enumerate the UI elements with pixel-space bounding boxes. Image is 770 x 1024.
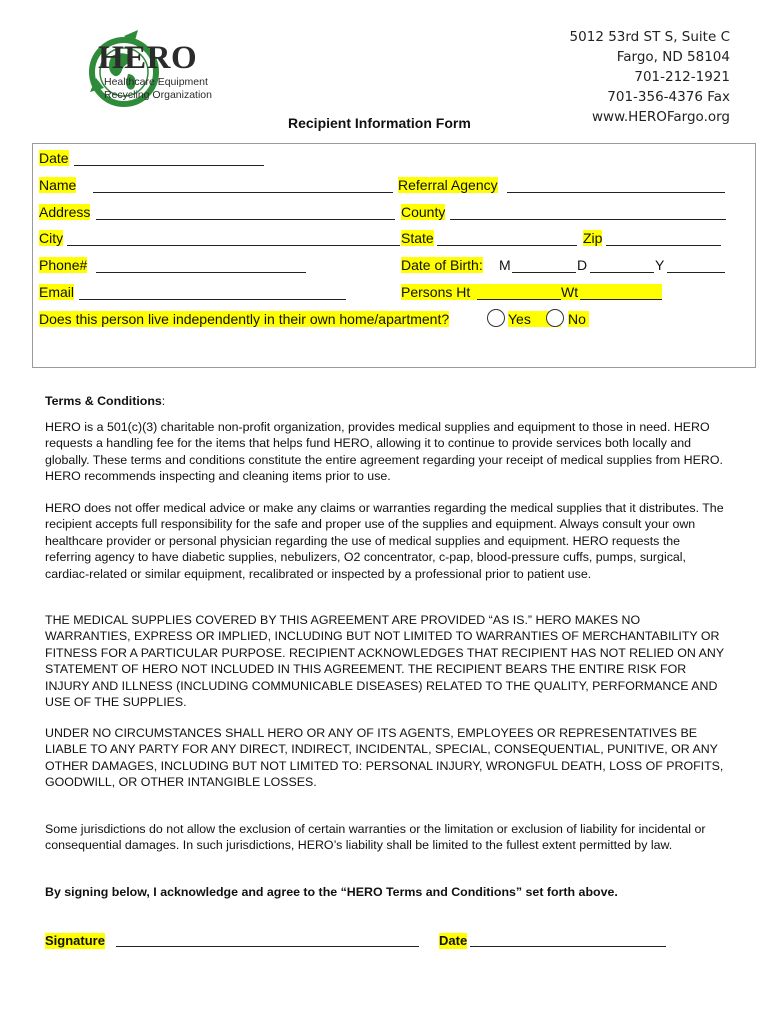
phone-field[interactable] — [96, 258, 306, 273]
recipient-form-box — [32, 143, 756, 368]
address-city: Fargo, ND 58104 — [616, 49, 730, 65]
dob-year-field[interactable] — [667, 258, 725, 273]
address-fax: 701-356-4376 Fax — [607, 89, 730, 105]
yes-label: Yes — [508, 311, 561, 327]
no-radio[interactable] — [546, 309, 564, 327]
acknowledgement-statement: By signing below, I acknowledge and agree to the “HERO Terms and Conditions” set forth above. — [45, 885, 618, 899]
name-label: Name — [39, 177, 77, 193]
zip-field[interactable] — [606, 231, 721, 246]
signature-label: Signature — [45, 933, 105, 948]
terms-title-colon: : — [161, 394, 166, 408]
dob-month-label: M — [499, 257, 511, 273]
logo-subtitle-line1: Healthcare Equipment — [104, 76, 208, 88]
terms-paragraph-4: UNDER NO CIRCUMSTANCES SHALL HERO OR ANY OF ITS AGENTS, EMPLOYEES OR REPRESENTATIVES BE LIABLE TO ANY PARTY FOR ANY DIRECT, INDIRECT, INCIDENTAL, SPECIAL, CONSEQUENTIAL, PUNITIVE, OR ANY OTHER DAMAGES, INCLUDING BUT NOT LIMITED TO: PERSONAL INJURY, WRONGFUL DEATH, LOSS OF PROFITS, GOODWILL, OR OTHER INTANGIBLE LOSSES. — [45, 726, 724, 790]
address-label: Address — [39, 204, 91, 220]
weight-field[interactable] — [580, 285, 662, 300]
name-field[interactable] — [93, 178, 393, 193]
state-label: State — [401, 230, 434, 246]
address-field[interactable] — [96, 205, 395, 220]
dob-year-label: Y — [655, 257, 665, 273]
signature-date-field[interactable] — [470, 932, 666, 947]
logo-wordmark: HERO — [98, 40, 198, 76]
address-street: 5012 53rd ST S, Suite C — [569, 29, 730, 45]
dob-day-field[interactable] — [590, 258, 654, 273]
state-field[interactable] — [437, 231, 577, 246]
email-field[interactable] — [79, 285, 346, 300]
logo-subtitle-line2: Recycling Organization — [104, 89, 212, 101]
dob-month-field[interactable] — [512, 258, 576, 273]
form-title: Recipient Information Form — [288, 115, 471, 131]
terms-paragraph-3: THE MEDICAL SUPPLIES COVERED BY THIS AGREEMENT ARE PROVIDED “AS IS.” HERO MAKES NO WARRANTIES, EXPRESS OR IMPLIED, INCLUDING BUT NOT LIMITED TO WARRANTIES OF MERCHANTABILITY OR FITNESS FOR A PARTICULAR PURPOSE. RECIPIENT ACKNOWLEDGES THAT RECIPIENT HAS NOT RELIED ON ANY STATEMENT OF HERO NOT INCLUDED IN THIS AGREEMENT. THE RECIPIENT BEARS THE ENTIRE RISK FOR INJURY AND ILLNESS (INCLUDING COMMUNICABLE DISEASES) RELATED TO THE QUALITY, PERFORMANCE AND USE OF THE SUPPLIES. — [45, 613, 724, 710]
terms-paragraph-5: Some jurisdictions do not allow the exclusion of certain warranties or the limitation or exclusion of liability for incidental or consequential damages. In such jurisdictions, HERO’s liability shall be limited to the fullest extent permitted by law. — [45, 822, 706, 853]
county-field[interactable] — [450, 205, 726, 220]
terms-paragraph-2: HERO does not offer medical advice or make any claims or warranties regarding the medical supplies that it distributes. The recipient accepts full responsibility for the safe and proper use of the supplies and equipment. Always consult your own healthcare provider or personal physician regarding the use of medical supplies and equipment. HERO requests the referring agency to have diabetic supplies, nebulizers, O2 concentrator, c-pap, blood-pressure cuffs, pumps, surgical, cardiac-related or similar equipment, recalibrated or inspected by a professional prior to patient use. — [45, 501, 724, 581]
zip-label: Zip — [583, 230, 603, 246]
terms-heading — [45, 394, 165, 408]
dob-day-label: D — [577, 257, 588, 273]
weight-label: Wt — [561, 284, 579, 300]
address-website: www.HEROFargo.org — [592, 109, 730, 125]
terms-title: Terms & Conditions — [45, 394, 162, 408]
date-of-birth-label: Date of Birth: — [401, 257, 483, 273]
date-field[interactable] — [74, 151, 264, 166]
city-field[interactable] — [67, 231, 400, 246]
persons-height-label: Persons Ht — [401, 284, 471, 300]
county-label: County — [401, 204, 446, 220]
city-label: City — [39, 230, 64, 246]
referral-agency-field[interactable] — [507, 178, 725, 193]
email-label: Email — [39, 284, 75, 300]
phone-label: Phone# — [39, 257, 88, 273]
signature-field[interactable] — [116, 932, 419, 947]
referral-agency-label: Referral Agency — [398, 177, 498, 193]
lives-independently-question: Does this person live independently in their own home/apartment? — [39, 311, 450, 327]
yes-radio[interactable] — [487, 309, 505, 327]
date-label: Date — [39, 150, 69, 166]
terms-paragraph-1: HERO is a 501(c)(3) charitable non-profit organization, provides medical supplies and equipment to those in need. HERO requests a handling fee for the items that helps fund HERO, allowing it to continue to provide services both locally and globally. These terms and conditions constitute the entire agreement regarding your receipt of medical supplies from HERO. HERO recommends inspecting and cleaning items prior to use. — [45, 420, 723, 484]
no-label: No — [568, 311, 589, 327]
address-phone: 701-212-1921 — [634, 69, 730, 85]
signature-date-label: Date — [439, 933, 468, 948]
persons-height-field[interactable] — [477, 285, 561, 300]
